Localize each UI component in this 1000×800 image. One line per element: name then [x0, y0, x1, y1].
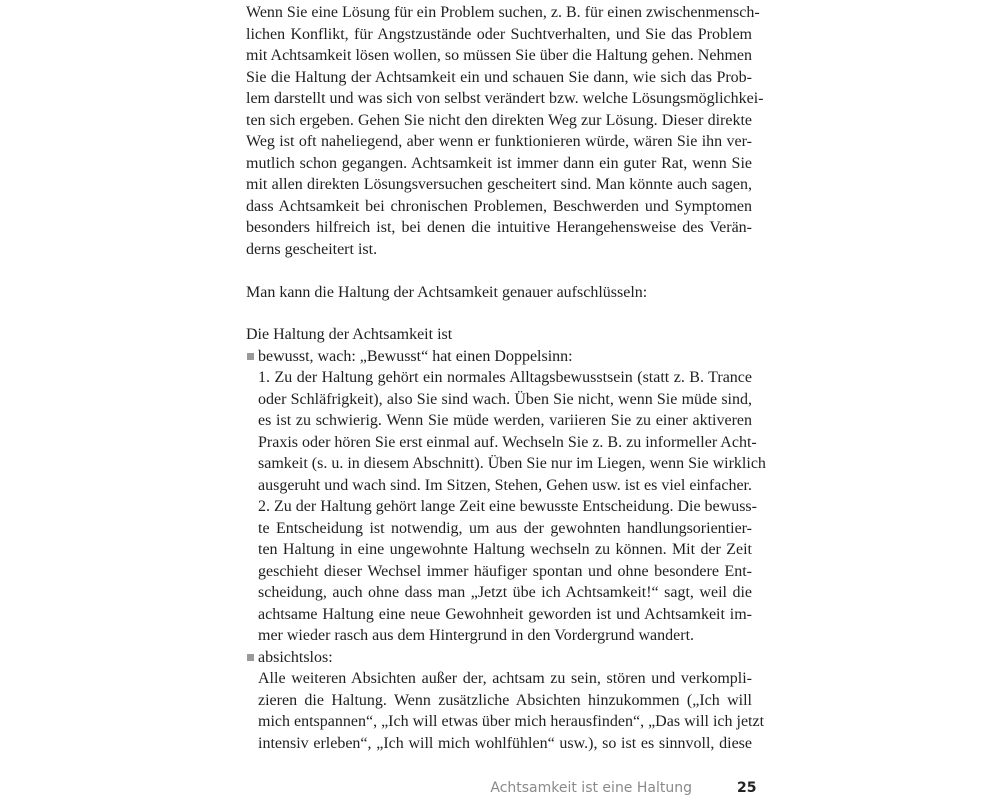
text-line: achtsame Haltung eine neue Gewohnheit geworden ist und Achtsamkeit im-	[258, 605, 752, 623]
square-bullet-icon	[247, 353, 254, 360]
text-line: mer wieder rasch aus dem Hintergrund in den Vordergrund wandert.	[258, 627, 695, 644]
text-line: besonders hilfreich ist, bei denen die intuitive Herangehensweise des Verän-	[246, 219, 752, 236]
text-line: Wenn Sie eine Lösung für ein Problem suchen, z. B. für einen zwischenmensch-	[246, 4, 760, 21]
page-number: 25	[737, 780, 757, 796]
list-intro: Die Haltung der Achtsamkeit ist	[246, 326, 453, 343]
bullet-heading-text: bewusst, wach: „Bewusst“ hat einen Doppelsinn:	[258, 347, 573, 365]
text-line: Sie die Haltung der Achtsamkeit ein und schauen Sie dann, wie sich das Prob-	[246, 68, 752, 86]
text-line: dass Achtsamkeit bei chronischen Problemen, Beschwerden und Symptomen	[246, 197, 752, 215]
list-item-heading	[246, 647, 752, 669]
square-bullet-icon	[247, 654, 254, 661]
text-line: 1. Zu der Haltung gehört ein normales Alltagsbewusstsein (statt z. B. Trance	[258, 369, 752, 386]
text-line: mit allen direkten Lösungsversuchen gescheitert sind. Man könnte auch sagen,	[246, 176, 752, 193]
text-line: Man kann die Haltung der Achtsamkeit genauer aufschlüsseln:	[246, 284, 648, 301]
attitude-list	[246, 324, 766, 754]
text-line: es ist zu schwierig. Wenn Sie müde werden, variieren Sie zu einer aktiveren	[258, 412, 752, 429]
bullet-heading-text: absichtslos:	[258, 648, 333, 666]
text-line: oder Schläfrigkeit), also Sie sind wach. Üben Sie nicht, wenn Sie müde sind,	[258, 390, 752, 408]
text-line: derns gescheitert ist.	[246, 240, 378, 258]
text-line: ausgeruht und wach sind. Im Sitzen, Stehen, Gehen usw. ist es viel einfacher.	[258, 476, 752, 494]
paragraph-2	[246, 282, 752, 304]
text-line: mutlich schon gegangen. Achtsamkeit ist immer dann ein guter Rat, wenn Sie	[246, 154, 752, 172]
text-line: Weg ist oft naheliegend, aber wenn er funktionieren würde, wären Sie ihn ver-	[246, 133, 752, 150]
list-item-heading	[246, 346, 752, 368]
text-line: ten Haltung in eine ungewohnte Haltung wechseln zu können. Mit der Zeit	[258, 541, 752, 558]
text-line: Alle weiteren Absichten außer der, achtsam zu sein, stören und verkompli-	[258, 670, 752, 687]
running-title: Achtsamkeit ist eine Haltung	[490, 780, 692, 796]
text-line: 2. Zu der Haltung gehört lange Zeit eine bewusste Entscheidung. Die bewuss-	[258, 498, 757, 515]
text-line: lichen Konflikt, für Angstzustände oder Suchtverhalten, und Sie das Problem	[246, 25, 752, 43]
text-line: scheidung, auch ohne dass man „Jetzt übe ich Achtsamkeit!“ sagt, weil die	[258, 584, 752, 601]
text-line: mich entspannen“, „Ich will etwas über mich herausfinden“, „Das will ich jetzt	[258, 713, 765, 730]
text-line: lem darstellt und was sich von selbst verändert bzw. welche Lösungsmöglichkei-	[246, 90, 764, 107]
text-line: intensiv erleben“, „Ich will mich wohlfühlen“ usw.), so ist es sinnvoll, diese	[258, 734, 752, 752]
page-footer	[0, 780, 1000, 800]
text-line: mit Achtsamkeit lösen wollen, so müssen Sie über die Haltung gehen. Nehmen	[246, 47, 752, 64]
text-line: ten sich ergeben. Gehen Sie nicht den direkten Weg zur Lösung. Dieser direkte	[246, 111, 752, 129]
text-line: te Entscheidung ist notwendig, um aus der gewohnten handlungsorientier-	[258, 519, 752, 537]
text-line: zieren die Haltung. Wenn zusätzliche Absichten hinzukommen („Ich will	[258, 691, 752, 709]
paragraph-1	[246, 2, 764, 260]
text-line: geschieht dieser Wechsel immer häufiger spontan und ohne besondere Ent-	[258, 562, 752, 580]
text-line: samkeit (s. u. in diesem Abschnitt). Üben Sie nur im Liegen, wenn Sie wirklich	[258, 455, 766, 472]
text-line: Praxis oder hören Sie erst einmal auf. Wechseln Sie z. B. zu informeller Acht-	[258, 433, 757, 451]
